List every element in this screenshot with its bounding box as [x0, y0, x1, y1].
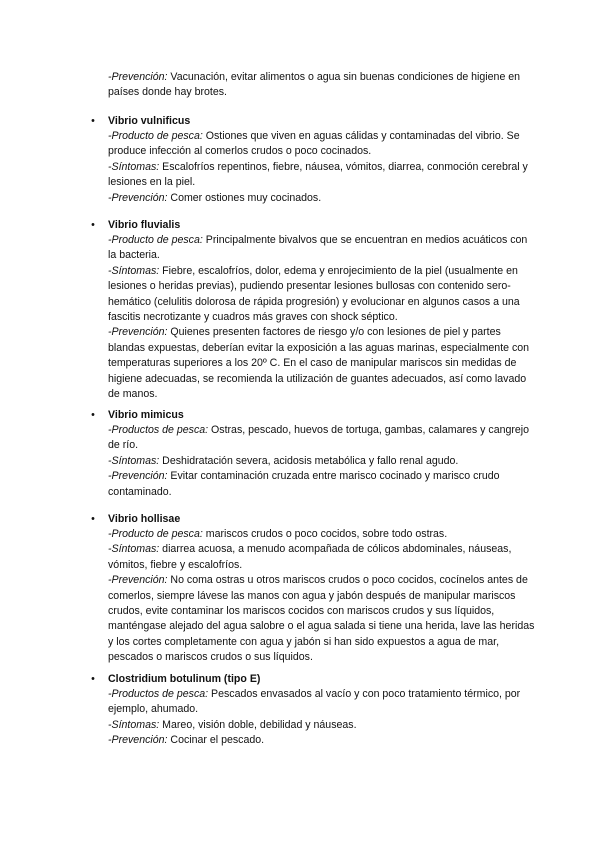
entry-label: -Prevención: [108, 71, 168, 83]
bullet-icon: • [91, 409, 95, 421]
entry-line [108, 687, 538, 718]
section-title: Vibrio fluvialis [108, 219, 181, 231]
entry-line [108, 423, 538, 454]
section-vibrio-vulnificus [88, 114, 538, 206]
section-body [88, 423, 538, 500]
entry-line [108, 129, 538, 160]
section-heading [88, 114, 538, 129]
entry-text: Mareo, visión doble, debilidad y náuseas. [159, 718, 357, 731]
entry-text: No coma ostras u otros mariscos crudos o poco cocidos, cocínelos antes de comerlos, siempre lávese las manos con agua y jabón después de manipular mariscos crudos, evite contaminar los mariscos cocidos con mariscos crudos y sus líquidos, manténgase alejado del agua salobre o el agua salada si tiene una herida, lave las heridas y los cortes completamente con agua y jabón si han sido expuestos a agua de mar, pescados o mariscos crudos o sus líquidos. [108, 574, 535, 664]
entry-text: Principalmente bivalvos que se encuentran en medios acuáticos con la bacteria. [108, 234, 528, 262]
entry-line [108, 325, 538, 402]
entry-label: -Síntomas: [108, 543, 160, 556]
entry-line [108, 70, 538, 101]
bullet-icon: • [91, 219, 95, 231]
section-heading [88, 218, 538, 233]
entry-label: -Prevención: [108, 326, 168, 339]
entry-text: Ostras, pescado, huevos de tortuga, gambas, calamares y cangrejo de río. [108, 424, 530, 452]
entry-text: Vacunación, evitar alimentos o agua sin buenas condiciones de higiene en países donde hay brotes. [108, 71, 521, 99]
entry-label: -Producto de pesca: [108, 528, 203, 540]
entry-label: -Producto de pesca: [108, 130, 203, 142]
entry-label: -Productos de pesca: [108, 424, 209, 436]
section-vibrio-fluvialis [88, 218, 538, 402]
section-vibrio-mimicus [88, 408, 538, 500]
entry-label: -Síntomas: [108, 160, 160, 173]
entry-label: -Prevención: [108, 574, 168, 587]
entry-line [108, 573, 538, 665]
section-title: Vibrio vulnificus [108, 115, 191, 127]
section-heading [88, 672, 538, 687]
section-body [88, 233, 538, 402]
entry-text: Deshidratación severa, acidosis metabólica y fallo renal agudo. [159, 454, 459, 467]
entry-text: Pescados envasados al vacío y con poco tratamiento térmico, por ejemplo, ahumado. [108, 688, 521, 716]
entry-line [108, 733, 538, 748]
section-body [88, 527, 538, 666]
entry-label: -Prevención: [108, 191, 168, 204]
entry-label: -Prevención: [108, 470, 168, 483]
section-body [88, 129, 538, 206]
entry-text: Evitar contaminación cruzada entre marisco cocinado y marisco crudo contaminado. [108, 470, 500, 498]
entry-line [108, 264, 538, 326]
entry-text: Fiebre, escalofríos, dolor, edema y enrojecimiento de la piel (usualmente en lesiones o heridas previas), pudiendo presentar lesiones bullosas con contenido sero-hemático (celulitis dolorosa de rápida progresión) y evolucionar en algunos casos a una fascitis necrotizante y cuadros más graves con shock séptico. [108, 264, 520, 324]
entry-text: mariscos crudos o poco cocidos, sobre todo ostras. [202, 528, 448, 540]
entry-text: Quienes presenten factores de riesgo y/o con lesiones de piel y partes blandas expuestas, deberían evitar la exposición a las aguas marinas, especialmente con temperaturas superiores a los 20º C. En el caso de manipular mariscos sin medidas de higiene adecuadas, se recomienda la utilización de guantes adecuados, así como lavado de manos. [108, 326, 530, 401]
section-vibrio-hollisae [88, 512, 538, 666]
section-heading [88, 512, 538, 527]
section-title: Vibrio mimicus [108, 409, 184, 421]
section-title: Vibrio hollisae [108, 513, 181, 525]
entry-line [108, 718, 538, 733]
entry-line [108, 469, 538, 500]
entry-label: -Producto de pesca: [108, 234, 203, 246]
entry-line [108, 160, 538, 191]
entry-text: Comer ostiones muy cocinados. [167, 191, 322, 204]
entry-line [108, 233, 538, 264]
entry-label: -Síntomas: [108, 718, 160, 731]
bullet-icon: • [91, 513, 95, 525]
entry-line [108, 191, 538, 206]
entry-line [108, 527, 538, 542]
entry-text: Cocinar el pescado. [167, 734, 265, 747]
entry-label: -Síntomas: [108, 454, 160, 467]
entry-text: Escalofríos repentinos, fiebre, náusea, vómitos, diarrea, conmoción cerebral y lesiones en la piel. [108, 160, 528, 189]
entry-line [108, 542, 538, 573]
section-clostridium-botulinum [88, 672, 538, 749]
entry-label: -Prevención: [108, 734, 168, 747]
section-heading [88, 408, 538, 423]
intro-prevention-paragraph [108, 70, 538, 101]
section-body [88, 687, 538, 749]
bullet-icon: • [91, 115, 95, 127]
entry-line [108, 454, 538, 469]
entry-label: -Síntomas: [108, 264, 160, 277]
entry-text: diarrea acuosa, a menudo acompañada de cólicos abdominales, náuseas, vómitos, fiebre y escalofríos. [108, 543, 512, 571]
entry-label: -Productos de pesca: [108, 688, 209, 700]
section-title: Clostridium botulinum (tipo E) [108, 673, 261, 685]
entry-text: Ostiones que viven en aguas cálidas y contaminadas del vibrio. Se produce infección al comerlos crudos o poco cocinados. [108, 130, 520, 158]
bullet-icon: • [91, 673, 95, 685]
